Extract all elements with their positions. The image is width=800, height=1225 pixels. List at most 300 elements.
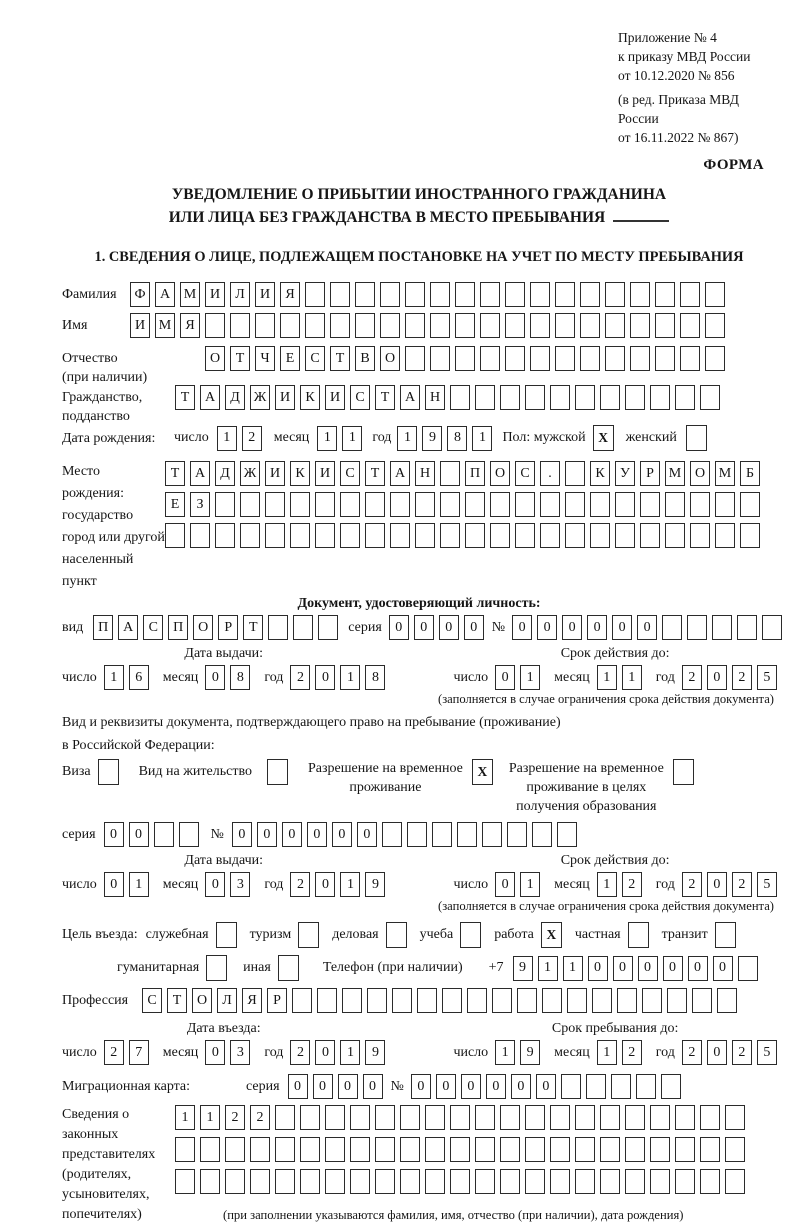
char-cell[interactable]: 1 xyxy=(200,1105,220,1130)
char-cell[interactable] xyxy=(240,492,260,517)
char-cell[interactable]: 2 xyxy=(290,1040,310,1065)
char-cell[interactable]: К xyxy=(300,385,320,410)
char-cell[interactable] xyxy=(450,1137,470,1162)
char-cell[interactable]: 0 xyxy=(338,1074,358,1099)
char-cell[interactable]: 8 xyxy=(447,426,467,451)
char-cell[interactable]: С xyxy=(305,346,325,371)
char-cell[interactable]: К xyxy=(590,461,610,486)
char-cell[interactable]: 2 xyxy=(290,872,310,897)
char-cell[interactable] xyxy=(617,988,637,1013)
char-cell[interactable] xyxy=(265,523,285,548)
char-cell[interactable] xyxy=(530,346,550,371)
char-cell[interactable] xyxy=(450,385,470,410)
char-cell[interactable]: 2 xyxy=(682,872,702,897)
char-cell[interactable]: 1 xyxy=(472,426,492,451)
char-cell[interactable]: З xyxy=(190,492,210,517)
char-cell[interactable] xyxy=(740,492,760,517)
char-cell[interactable]: 2 xyxy=(290,665,310,690)
char-cell[interactable] xyxy=(690,523,710,548)
char-cell[interactable] xyxy=(565,523,585,548)
char-cell[interactable]: 0 xyxy=(104,872,124,897)
char-cell[interactable]: 0 xyxy=(588,956,608,981)
char-cell[interactable] xyxy=(340,492,360,517)
char-cell[interactable] xyxy=(330,282,350,307)
char-cell[interactable]: С xyxy=(350,385,370,410)
char-cell[interactable] xyxy=(692,988,712,1013)
char-cell[interactable]: 0 xyxy=(486,1074,506,1099)
char-cell[interactable]: П xyxy=(168,615,188,640)
char-cell[interactable] xyxy=(400,1137,420,1162)
char-cell[interactable] xyxy=(650,1105,670,1130)
checkbox-private[interactable] xyxy=(628,922,649,948)
char-cell[interactable] xyxy=(400,1105,420,1130)
char-cell[interactable] xyxy=(405,346,425,371)
char-cell[interactable]: 0 xyxy=(205,1040,225,1065)
char-cell[interactable]: 0 xyxy=(464,615,484,640)
char-cell[interactable]: 0 xyxy=(512,615,532,640)
char-cell[interactable] xyxy=(500,1169,520,1194)
char-cell[interactable]: 8 xyxy=(365,665,385,690)
char-cell[interactable]: 1 xyxy=(129,872,149,897)
char-cell[interactable] xyxy=(561,1074,581,1099)
char-cell[interactable] xyxy=(480,282,500,307)
char-cell[interactable] xyxy=(542,988,562,1013)
char-cell[interactable] xyxy=(625,1105,645,1130)
char-cell[interactable] xyxy=(407,822,427,847)
char-cell[interactable]: А xyxy=(155,282,175,307)
char-cell[interactable]: 3 xyxy=(230,1040,250,1065)
char-cell[interactable] xyxy=(740,523,760,548)
char-cell[interactable] xyxy=(230,313,250,338)
char-cell[interactable]: 0 xyxy=(537,615,557,640)
char-cell[interactable]: М xyxy=(155,313,175,338)
char-cell[interactable] xyxy=(275,1105,295,1130)
char-cell[interactable]: 1 xyxy=(563,956,583,981)
char-cell[interactable] xyxy=(738,956,758,981)
checkbox-residence-permit[interactable] xyxy=(267,759,288,785)
char-cell[interactable] xyxy=(592,988,612,1013)
char-cell[interactable]: Н xyxy=(415,461,435,486)
char-cell[interactable] xyxy=(600,1137,620,1162)
char-cell[interactable] xyxy=(662,615,682,640)
char-cell[interactable] xyxy=(665,492,685,517)
char-cell[interactable] xyxy=(440,461,460,486)
char-cell[interactable]: 5 xyxy=(757,1040,777,1065)
char-cell[interactable]: Е xyxy=(165,492,185,517)
char-cell[interactable]: Т xyxy=(165,461,185,486)
checkbox-tourism[interactable] xyxy=(298,922,319,948)
char-cell[interactable] xyxy=(380,313,400,338)
char-cell[interactable]: 2 xyxy=(622,1040,642,1065)
char-cell[interactable] xyxy=(292,988,312,1013)
char-cell[interactable]: Я xyxy=(180,313,200,338)
char-cell[interactable] xyxy=(317,988,337,1013)
char-cell[interactable]: 0 xyxy=(332,822,352,847)
char-cell[interactable] xyxy=(650,1169,670,1194)
char-cell[interactable] xyxy=(225,1169,245,1194)
char-cell[interactable] xyxy=(600,1105,620,1130)
char-cell[interactable]: М xyxy=(715,461,735,486)
char-cell[interactable]: 1 xyxy=(622,665,642,690)
char-cell[interactable]: О xyxy=(193,615,213,640)
char-cell[interactable] xyxy=(154,822,174,847)
char-cell[interactable]: 9 xyxy=(365,872,385,897)
char-cell[interactable]: 1 xyxy=(520,872,540,897)
char-cell[interactable] xyxy=(575,1105,595,1130)
char-cell[interactable] xyxy=(175,1169,195,1194)
char-cell[interactable] xyxy=(555,282,575,307)
char-cell[interactable]: 7 xyxy=(129,1040,149,1065)
char-cell[interactable] xyxy=(600,385,620,410)
char-cell[interactable] xyxy=(567,988,587,1013)
char-cell[interactable] xyxy=(265,492,285,517)
char-cell[interactable] xyxy=(430,282,450,307)
char-cell[interactable] xyxy=(655,282,675,307)
char-cell[interactable] xyxy=(675,1105,695,1130)
checkbox-temp-residence[interactable]: X xyxy=(472,759,493,785)
char-cell[interactable] xyxy=(450,1169,470,1194)
char-cell[interactable]: 0 xyxy=(688,956,708,981)
char-cell[interactable]: 0 xyxy=(511,1074,531,1099)
char-cell[interactable] xyxy=(179,822,199,847)
char-cell[interactable] xyxy=(405,282,425,307)
char-cell[interactable]: А xyxy=(118,615,138,640)
char-cell[interactable] xyxy=(640,523,660,548)
char-cell[interactable]: В xyxy=(355,346,375,371)
char-cell[interactable]: 2 xyxy=(682,665,702,690)
char-cell[interactable] xyxy=(625,1137,645,1162)
char-cell[interactable] xyxy=(605,282,625,307)
char-cell[interactable] xyxy=(712,615,732,640)
checkbox-temp-residence-edu[interactable] xyxy=(673,759,694,785)
char-cell[interactable] xyxy=(517,988,537,1013)
char-cell[interactable]: О xyxy=(192,988,212,1013)
char-cell[interactable]: 2 xyxy=(732,665,752,690)
char-cell[interactable] xyxy=(565,461,585,486)
char-cell[interactable]: 1 xyxy=(597,1040,617,1065)
char-cell[interactable] xyxy=(625,385,645,410)
char-cell[interactable] xyxy=(467,988,487,1013)
char-cell[interactable] xyxy=(405,313,425,338)
char-cell[interactable] xyxy=(580,282,600,307)
char-cell[interactable]: 0 xyxy=(495,872,515,897)
char-cell[interactable]: 0 xyxy=(104,822,124,847)
char-cell[interactable] xyxy=(490,523,510,548)
char-cell[interactable] xyxy=(380,282,400,307)
char-cell[interactable]: И xyxy=(255,282,275,307)
char-cell[interactable] xyxy=(705,346,725,371)
char-cell[interactable] xyxy=(540,492,560,517)
char-cell[interactable] xyxy=(415,523,435,548)
char-cell[interactable]: 0 xyxy=(663,956,683,981)
char-cell[interactable]: Р xyxy=(267,988,287,1013)
checkbox-visa[interactable] xyxy=(98,759,119,785)
char-cell[interactable]: 0 xyxy=(129,822,149,847)
char-cell[interactable] xyxy=(675,1169,695,1194)
char-cell[interactable] xyxy=(280,313,300,338)
char-cell[interactable] xyxy=(505,346,525,371)
char-cell[interactable]: И xyxy=(275,385,295,410)
char-cell[interactable] xyxy=(625,1169,645,1194)
char-cell[interactable] xyxy=(580,346,600,371)
char-cell[interactable]: 1 xyxy=(317,426,337,451)
char-cell[interactable]: 9 xyxy=(422,426,442,451)
char-cell[interactable]: 2 xyxy=(104,1040,124,1065)
char-cell[interactable] xyxy=(675,385,695,410)
char-cell[interactable] xyxy=(300,1105,320,1130)
char-cell[interactable] xyxy=(425,1137,445,1162)
char-cell[interactable] xyxy=(175,1137,195,1162)
char-cell[interactable] xyxy=(315,523,335,548)
char-cell[interactable] xyxy=(355,313,375,338)
char-cell[interactable]: 1 xyxy=(342,426,362,451)
char-cell[interactable]: 0 xyxy=(315,1040,335,1065)
char-cell[interactable]: И xyxy=(315,461,335,486)
char-cell[interactable] xyxy=(325,1169,345,1194)
char-cell[interactable]: Я xyxy=(280,282,300,307)
char-cell[interactable] xyxy=(575,1137,595,1162)
char-cell[interactable] xyxy=(700,385,720,410)
char-cell[interactable]: 1 xyxy=(340,1040,360,1065)
char-cell[interactable] xyxy=(550,1105,570,1130)
char-cell[interactable] xyxy=(293,615,313,640)
char-cell[interactable]: 0 xyxy=(307,822,327,847)
char-cell[interactable] xyxy=(440,523,460,548)
char-cell[interactable] xyxy=(305,313,325,338)
char-cell[interactable]: Л xyxy=(217,988,237,1013)
char-cell[interactable]: 9 xyxy=(513,956,533,981)
char-cell[interactable] xyxy=(190,523,210,548)
char-cell[interactable] xyxy=(575,1169,595,1194)
char-cell[interactable] xyxy=(255,313,275,338)
char-cell[interactable]: 8 xyxy=(230,665,250,690)
char-cell[interactable]: Т xyxy=(175,385,195,410)
char-cell[interactable] xyxy=(705,282,725,307)
char-cell[interactable] xyxy=(611,1074,631,1099)
char-cell[interactable]: С xyxy=(515,461,535,486)
char-cell[interactable]: О xyxy=(380,346,400,371)
char-cell[interactable] xyxy=(425,1169,445,1194)
char-cell[interactable] xyxy=(725,1169,745,1194)
char-cell[interactable]: 0 xyxy=(411,1074,431,1099)
char-cell[interactable] xyxy=(480,346,500,371)
char-cell[interactable] xyxy=(615,523,635,548)
char-cell[interactable]: 0 xyxy=(414,615,434,640)
char-cell[interactable]: Т xyxy=(167,988,187,1013)
char-cell[interactable] xyxy=(555,313,575,338)
char-cell[interactable]: Е xyxy=(280,346,300,371)
char-cell[interactable] xyxy=(375,1169,395,1194)
char-cell[interactable]: 0 xyxy=(389,615,409,640)
char-cell[interactable]: Т xyxy=(230,346,250,371)
char-cell[interactable]: 0 xyxy=(713,956,733,981)
char-cell[interactable]: М xyxy=(665,461,685,486)
char-cell[interactable]: 0 xyxy=(637,615,657,640)
char-cell[interactable] xyxy=(475,1169,495,1194)
char-cell[interactable]: А xyxy=(200,385,220,410)
char-cell[interactable]: Р xyxy=(218,615,238,640)
char-cell[interactable] xyxy=(565,492,585,517)
char-cell[interactable]: С xyxy=(340,461,360,486)
char-cell[interactable] xyxy=(725,1105,745,1130)
char-cell[interactable] xyxy=(507,822,527,847)
char-cell[interactable] xyxy=(305,282,325,307)
char-cell[interactable] xyxy=(465,492,485,517)
char-cell[interactable]: 0 xyxy=(495,665,515,690)
char-cell[interactable] xyxy=(275,1137,295,1162)
char-cell[interactable]: 5 xyxy=(757,665,777,690)
char-cell[interactable] xyxy=(715,523,735,548)
char-cell[interactable] xyxy=(225,1137,245,1162)
char-cell[interactable] xyxy=(615,492,635,517)
char-cell[interactable] xyxy=(390,492,410,517)
char-cell[interactable]: . xyxy=(540,461,560,486)
char-cell[interactable] xyxy=(525,1169,545,1194)
checkbox-other[interactable] xyxy=(278,955,299,981)
char-cell[interactable] xyxy=(300,1169,320,1194)
char-cell[interactable]: О xyxy=(690,461,710,486)
char-cell[interactable]: К xyxy=(290,461,310,486)
checkbox-official[interactable] xyxy=(216,922,237,948)
char-cell[interactable]: 1 xyxy=(340,665,360,690)
char-cell[interactable]: 0 xyxy=(313,1074,333,1099)
char-cell[interactable] xyxy=(205,313,225,338)
char-cell[interactable]: 0 xyxy=(288,1074,308,1099)
char-cell[interactable] xyxy=(455,346,475,371)
char-cell[interactable] xyxy=(586,1074,606,1099)
char-cell[interactable]: Т xyxy=(365,461,385,486)
char-cell[interactable]: Т xyxy=(243,615,263,640)
char-cell[interactable] xyxy=(505,313,525,338)
char-cell[interactable] xyxy=(680,313,700,338)
char-cell[interactable]: 0 xyxy=(315,665,335,690)
char-cell[interactable]: 1 xyxy=(104,665,124,690)
char-cell[interactable] xyxy=(762,615,782,640)
char-cell[interactable]: П xyxy=(465,461,485,486)
char-cell[interactable] xyxy=(532,822,552,847)
char-cell[interactable] xyxy=(367,988,387,1013)
char-cell[interactable]: 1 xyxy=(520,665,540,690)
char-cell[interactable] xyxy=(605,346,625,371)
char-cell[interactable] xyxy=(590,492,610,517)
char-cell[interactable] xyxy=(530,282,550,307)
char-cell[interactable] xyxy=(290,492,310,517)
char-cell[interactable]: Д xyxy=(215,461,235,486)
char-cell[interactable] xyxy=(650,385,670,410)
char-cell[interactable] xyxy=(432,822,452,847)
char-cell[interactable]: У xyxy=(615,461,635,486)
char-cell[interactable] xyxy=(355,282,375,307)
char-cell[interactable] xyxy=(455,282,475,307)
char-cell[interactable] xyxy=(680,346,700,371)
char-cell[interactable] xyxy=(580,313,600,338)
char-cell[interactable]: 6 xyxy=(129,665,149,690)
char-cell[interactable]: И xyxy=(325,385,345,410)
char-cell[interactable]: Б xyxy=(740,461,760,486)
char-cell[interactable] xyxy=(475,1105,495,1130)
char-cell[interactable] xyxy=(390,523,410,548)
char-cell[interactable] xyxy=(455,313,475,338)
char-cell[interactable] xyxy=(515,523,535,548)
char-cell[interactable] xyxy=(342,988,362,1013)
char-cell[interactable] xyxy=(725,1137,745,1162)
char-cell[interactable] xyxy=(215,523,235,548)
checkbox-female[interactable] xyxy=(686,425,707,451)
char-cell[interactable] xyxy=(575,385,595,410)
char-cell[interactable]: А xyxy=(390,461,410,486)
char-cell[interactable]: Ж xyxy=(250,385,270,410)
char-cell[interactable] xyxy=(661,1074,681,1099)
char-cell[interactable]: 0 xyxy=(357,822,377,847)
char-cell[interactable]: 0 xyxy=(257,822,277,847)
char-cell[interactable] xyxy=(392,988,412,1013)
char-cell[interactable]: Д xyxy=(225,385,245,410)
char-cell[interactable]: 0 xyxy=(436,1074,456,1099)
char-cell[interactable]: 0 xyxy=(461,1074,481,1099)
char-cell[interactable]: Р xyxy=(640,461,660,486)
char-cell[interactable] xyxy=(605,313,625,338)
char-cell[interactable] xyxy=(525,1105,545,1130)
char-cell[interactable]: 0 xyxy=(707,872,727,897)
char-cell[interactable] xyxy=(330,313,350,338)
char-cell[interactable]: 0 xyxy=(315,872,335,897)
char-cell[interactable]: 2 xyxy=(225,1105,245,1130)
char-cell[interactable]: 0 xyxy=(282,822,302,847)
char-cell[interactable] xyxy=(690,492,710,517)
char-cell[interactable] xyxy=(500,385,520,410)
char-cell[interactable] xyxy=(250,1137,270,1162)
char-cell[interactable]: 1 xyxy=(397,426,417,451)
char-cell[interactable]: Т xyxy=(330,346,350,371)
char-cell[interactable] xyxy=(165,523,185,548)
char-cell[interactable]: 2 xyxy=(682,1040,702,1065)
char-cell[interactable] xyxy=(600,1169,620,1194)
char-cell[interactable] xyxy=(667,988,687,1013)
char-cell[interactable]: 1 xyxy=(175,1105,195,1130)
char-cell[interactable] xyxy=(515,492,535,517)
char-cell[interactable] xyxy=(550,385,570,410)
char-cell[interactable] xyxy=(700,1137,720,1162)
char-cell[interactable]: И xyxy=(265,461,285,486)
char-cell[interactable]: 0 xyxy=(612,615,632,640)
char-cell[interactable]: М xyxy=(180,282,200,307)
char-cell[interactable] xyxy=(630,313,650,338)
char-cell[interactable] xyxy=(687,615,707,640)
char-cell[interactable] xyxy=(350,1137,370,1162)
char-cell[interactable]: А xyxy=(190,461,210,486)
char-cell[interactable]: Ф xyxy=(130,282,150,307)
char-cell[interactable]: Я xyxy=(242,988,262,1013)
char-cell[interactable] xyxy=(665,523,685,548)
char-cell[interactable] xyxy=(240,523,260,548)
char-cell[interactable] xyxy=(315,492,335,517)
char-cell[interactable]: 0 xyxy=(536,1074,556,1099)
char-cell[interactable] xyxy=(425,1105,445,1130)
char-cell[interactable] xyxy=(655,346,675,371)
char-cell[interactable]: 0 xyxy=(363,1074,383,1099)
char-cell[interactable]: А xyxy=(400,385,420,410)
char-cell[interactable]: Н xyxy=(425,385,445,410)
char-cell[interactable]: 0 xyxy=(439,615,459,640)
char-cell[interactable] xyxy=(550,1169,570,1194)
char-cell[interactable] xyxy=(700,1169,720,1194)
char-cell[interactable]: 9 xyxy=(520,1040,540,1065)
char-cell[interactable]: Ч xyxy=(255,346,275,371)
char-cell[interactable] xyxy=(705,313,725,338)
char-cell[interactable] xyxy=(417,988,437,1013)
char-cell[interactable] xyxy=(375,1137,395,1162)
char-cell[interactable] xyxy=(557,822,577,847)
